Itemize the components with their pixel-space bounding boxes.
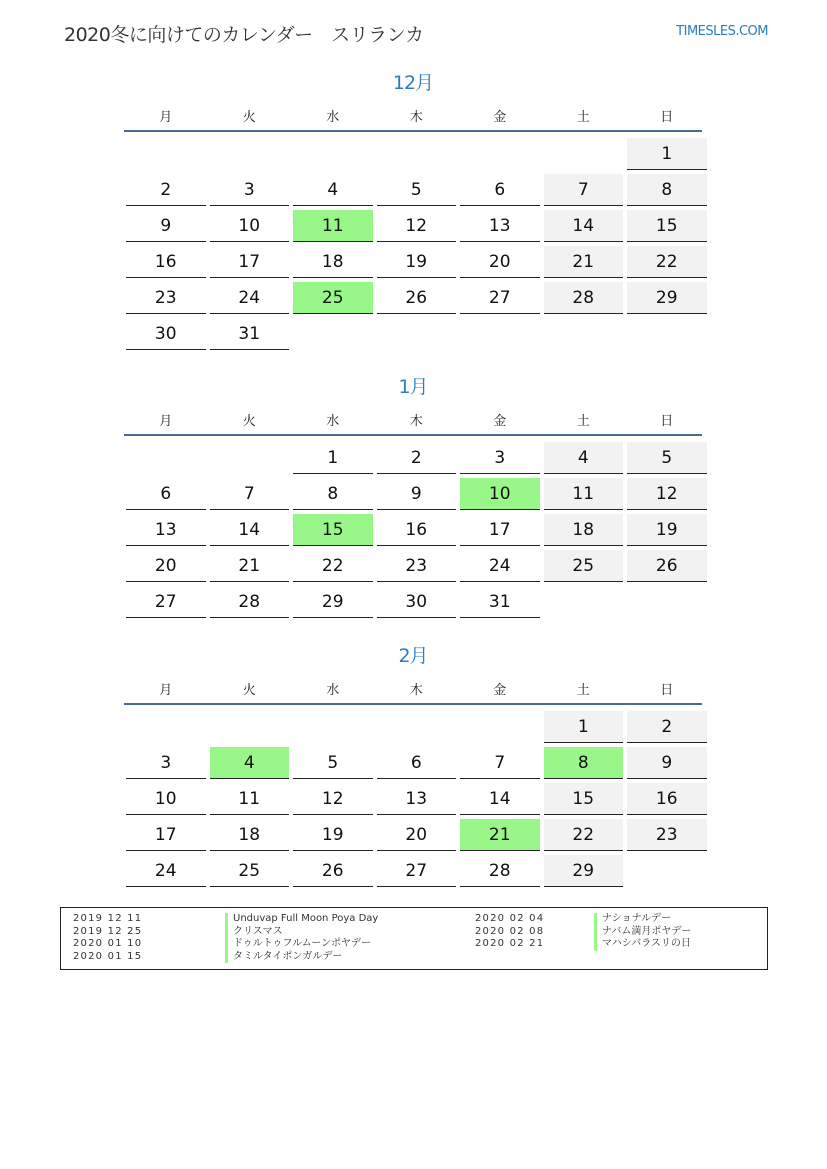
legend-date: 2020 02 04 xyxy=(475,913,545,924)
weekday-label: 木 xyxy=(409,109,423,125)
day-cell[interactable]: 6 xyxy=(126,478,206,510)
day-cell[interactable]: 26 xyxy=(627,550,707,582)
day-cell[interactable]: 23 xyxy=(627,819,707,851)
day-cell[interactable]: 31 xyxy=(210,318,290,350)
day-cell[interactable]: 18 xyxy=(544,514,624,546)
weekday-label: 月 xyxy=(159,109,173,125)
legend-left-dates xyxy=(73,913,142,963)
empty-cell xyxy=(126,138,206,170)
day-cell[interactable]: 1 xyxy=(627,138,707,170)
day-cell[interactable]: 29 xyxy=(293,586,373,618)
day-cell[interactable]: 28 xyxy=(210,586,290,618)
empty-cell xyxy=(293,318,373,350)
page-title: 2020冬に向けてのカレンダー スリランカ xyxy=(64,24,424,46)
day-cell[interactable]: 2 xyxy=(126,174,206,206)
legend-holiday-name: マハシバラスリの日 xyxy=(594,938,691,951)
day-cell[interactable]: 22 xyxy=(293,550,373,582)
day-cell[interactable]: 25 xyxy=(210,855,290,887)
month-title: 2月 xyxy=(398,645,428,667)
day-cell[interactable]: 15 xyxy=(544,783,624,815)
day-cell[interactable]: 14 xyxy=(460,783,540,815)
day-cell[interactable]: 28 xyxy=(544,282,624,314)
empty-cell xyxy=(210,442,290,474)
empty-cell xyxy=(293,711,373,743)
empty-cell xyxy=(460,318,540,350)
legend-date: 2019 12 11 xyxy=(73,913,143,924)
day-cell[interactable]: 3 xyxy=(126,747,206,779)
day-cell[interactable]: 29 xyxy=(544,855,624,887)
empty-cell xyxy=(126,442,206,474)
weekday-label: 土 xyxy=(576,682,590,698)
day-cell[interactable]: 11 xyxy=(210,783,290,815)
weekday-label: 火 xyxy=(242,682,256,698)
day-cell[interactable]: 16 xyxy=(126,246,206,278)
day-cell[interactable]: 6 xyxy=(460,174,540,206)
day-cell[interactable]: 8 xyxy=(627,174,707,206)
weekday-header xyxy=(124,673,702,705)
day-cell[interactable]: 24 xyxy=(210,282,290,314)
day-cell[interactable]: 12 xyxy=(293,783,373,815)
empty-cell xyxy=(210,138,290,170)
weekday-label: 木 xyxy=(409,682,423,698)
day-cell[interactable]: 7 xyxy=(210,478,290,510)
day-cell[interactable]: 6 xyxy=(377,747,457,779)
empty-cell xyxy=(126,711,206,743)
day-cell[interactable]: 16 xyxy=(627,783,707,815)
empty-cell xyxy=(627,855,707,887)
day-cell[interactable]: 22 xyxy=(544,819,624,851)
empty-cell xyxy=(377,318,457,350)
legend-date: 2020 01 10 xyxy=(73,938,143,949)
weekday-label: 火 xyxy=(242,413,256,429)
weekday-label: 木 xyxy=(409,413,423,429)
legend-holiday-name: クリスマス xyxy=(225,926,378,939)
legend-date: 2020 01 15 xyxy=(73,950,143,962)
day-cell[interactable]: 10 xyxy=(126,783,206,815)
day-cell[interactable]: 16 xyxy=(377,514,457,546)
empty-cell xyxy=(210,711,290,743)
empty-cell xyxy=(627,318,707,350)
day-cell[interactable]: 27 xyxy=(126,586,206,618)
day-cell[interactable]: 5 xyxy=(377,174,457,206)
day-cell[interactable]: 17 xyxy=(460,514,540,546)
legend-holiday-name: ドゥルトゥフルムーンポヤデー xyxy=(225,938,378,951)
day-cell[interactable]: 4 xyxy=(544,442,624,474)
day-cell[interactable]: 1 xyxy=(544,711,624,743)
empty-cell xyxy=(544,138,624,170)
weekday-label: 金 xyxy=(493,413,507,429)
day-cell[interactable]: 18 xyxy=(293,246,373,278)
weekday-label: 月 xyxy=(159,682,173,698)
day-cell[interactable]: 24 xyxy=(126,855,206,887)
day-cell[interactable]: 2 xyxy=(627,711,707,743)
day-cell[interactable]: 17 xyxy=(126,819,206,851)
empty-cell xyxy=(460,138,540,170)
month-title: 12月 xyxy=(392,72,434,94)
day-cell[interactable]: 7 xyxy=(460,747,540,779)
weekday-label: 月 xyxy=(159,413,173,429)
day-cell[interactable]: 21 xyxy=(460,819,540,851)
day-cell[interactable]: 19 xyxy=(377,246,457,278)
day-cell[interactable]: 3 xyxy=(210,174,290,206)
day-cell[interactable]: 13 xyxy=(377,783,457,815)
legend-date: 2020 02 21 xyxy=(475,938,545,949)
empty-cell xyxy=(460,711,540,743)
day-cell[interactable]: 5 xyxy=(293,747,373,779)
day-cell[interactable]: 8 xyxy=(293,478,373,510)
day-cell[interactable]: 5 xyxy=(627,442,707,474)
weekday-label: 水 xyxy=(326,682,340,698)
day-cell[interactable]: 13 xyxy=(126,514,206,546)
day-cell[interactable]: 22 xyxy=(627,246,707,278)
weekday-label: 土 xyxy=(576,109,590,125)
day-cell[interactable]: 10 xyxy=(210,210,290,242)
day-cell[interactable]: 27 xyxy=(377,855,457,887)
month-february xyxy=(124,639,702,891)
weekday-label: 土 xyxy=(576,413,590,429)
day-cell[interactable]: 18 xyxy=(210,819,290,851)
month-title: 1月 xyxy=(398,376,428,398)
day-cell[interactable]: 23 xyxy=(377,550,457,582)
day-cell[interactable]: 21 xyxy=(544,246,624,278)
day-cell[interactable]: 4 xyxy=(293,174,373,206)
day-cell[interactable]: 8 xyxy=(544,747,624,779)
day-cell[interactable]: 15 xyxy=(627,210,707,242)
day-cell[interactable]: 29 xyxy=(627,282,707,314)
empty-cell xyxy=(544,318,624,350)
day-cell[interactable]: 28 xyxy=(460,855,540,887)
legend-right-dates xyxy=(475,913,544,951)
day-cell[interactable]: 10 xyxy=(460,478,540,510)
weekday-label: 水 xyxy=(326,109,340,125)
day-cell[interactable]: 19 xyxy=(293,819,373,851)
day-cell[interactable]: 7 xyxy=(544,174,624,206)
day-cell[interactable]: 21 xyxy=(210,550,290,582)
legend-right-names xyxy=(594,913,691,951)
day-cell[interactable]: 30 xyxy=(126,318,206,350)
day-cell[interactable]: 30 xyxy=(377,586,457,618)
empty-cell xyxy=(293,138,373,170)
empty-cell xyxy=(544,586,624,618)
day-cell[interactable]: 12 xyxy=(377,210,457,242)
empty-cell xyxy=(377,138,457,170)
day-cell[interactable]: 11 xyxy=(293,210,373,242)
day-cell[interactable]: 23 xyxy=(126,282,206,314)
holiday-legend xyxy=(60,907,768,970)
day-cell[interactable]: 1 xyxy=(293,442,373,474)
legend-holiday-name: ナバム満月ポヤデー xyxy=(594,926,691,939)
weekday-label: 金 xyxy=(493,682,507,698)
weekday-label: 日 xyxy=(660,413,674,429)
day-cell[interactable]: 14 xyxy=(210,514,290,546)
day-grid xyxy=(124,442,702,622)
day-cell[interactable]: 27 xyxy=(460,282,540,314)
day-cell[interactable]: 26 xyxy=(377,282,457,314)
month-december xyxy=(124,66,702,354)
empty-cell xyxy=(627,586,707,618)
day-cell[interactable]: 13 xyxy=(460,210,540,242)
day-cell[interactable]: 20 xyxy=(460,246,540,278)
day-cell[interactable]: 26 xyxy=(293,855,373,887)
site-link[interactable]: TIMESLES.COM xyxy=(676,24,768,39)
weekday-label: 火 xyxy=(242,109,256,125)
day-cell[interactable]: 3 xyxy=(460,442,540,474)
weekday-label: 日 xyxy=(660,682,674,698)
legend-left-names xyxy=(225,913,378,963)
month-january xyxy=(124,370,702,622)
weekday-header xyxy=(124,100,702,132)
day-grid xyxy=(124,138,702,354)
day-cell[interactable]: 2 xyxy=(377,442,457,474)
day-cell[interactable]: 11 xyxy=(544,478,624,510)
day-cell[interactable]: 31 xyxy=(460,586,540,618)
day-cell[interactable]: 12 xyxy=(627,478,707,510)
day-cell[interactable]: 20 xyxy=(126,550,206,582)
day-cell[interactable]: 20 xyxy=(377,819,457,851)
day-cell[interactable]: 19 xyxy=(627,514,707,546)
day-cell[interactable]: 17 xyxy=(210,246,290,278)
day-grid xyxy=(124,711,702,891)
legend-holiday-name: タミルタイポンガルデー xyxy=(225,951,378,964)
day-cell[interactable]: 24 xyxy=(460,550,540,582)
weekday-label: 金 xyxy=(493,109,507,125)
day-cell[interactable]: 25 xyxy=(293,282,373,314)
empty-cell xyxy=(377,711,457,743)
day-cell[interactable]: 4 xyxy=(210,747,290,779)
weekday-label: 水 xyxy=(326,413,340,429)
weekday-header xyxy=(124,404,702,436)
legend-holiday-name: ナショナルデー xyxy=(594,913,691,926)
day-cell[interactable]: 9 xyxy=(377,478,457,510)
day-cell[interactable]: 14 xyxy=(544,210,624,242)
legend-date: 2020 02 08 xyxy=(475,925,545,937)
day-cell[interactable]: 9 xyxy=(126,210,206,242)
day-cell[interactable]: 15 xyxy=(293,514,373,546)
legend-holiday-name: Unduvap Full Moon Poya Day xyxy=(225,913,378,926)
weekday-label: 日 xyxy=(660,109,674,125)
day-cell[interactable]: 9 xyxy=(627,747,707,779)
day-cell[interactable]: 25 xyxy=(544,550,624,582)
legend-date: 2019 12 25 xyxy=(73,925,143,937)
